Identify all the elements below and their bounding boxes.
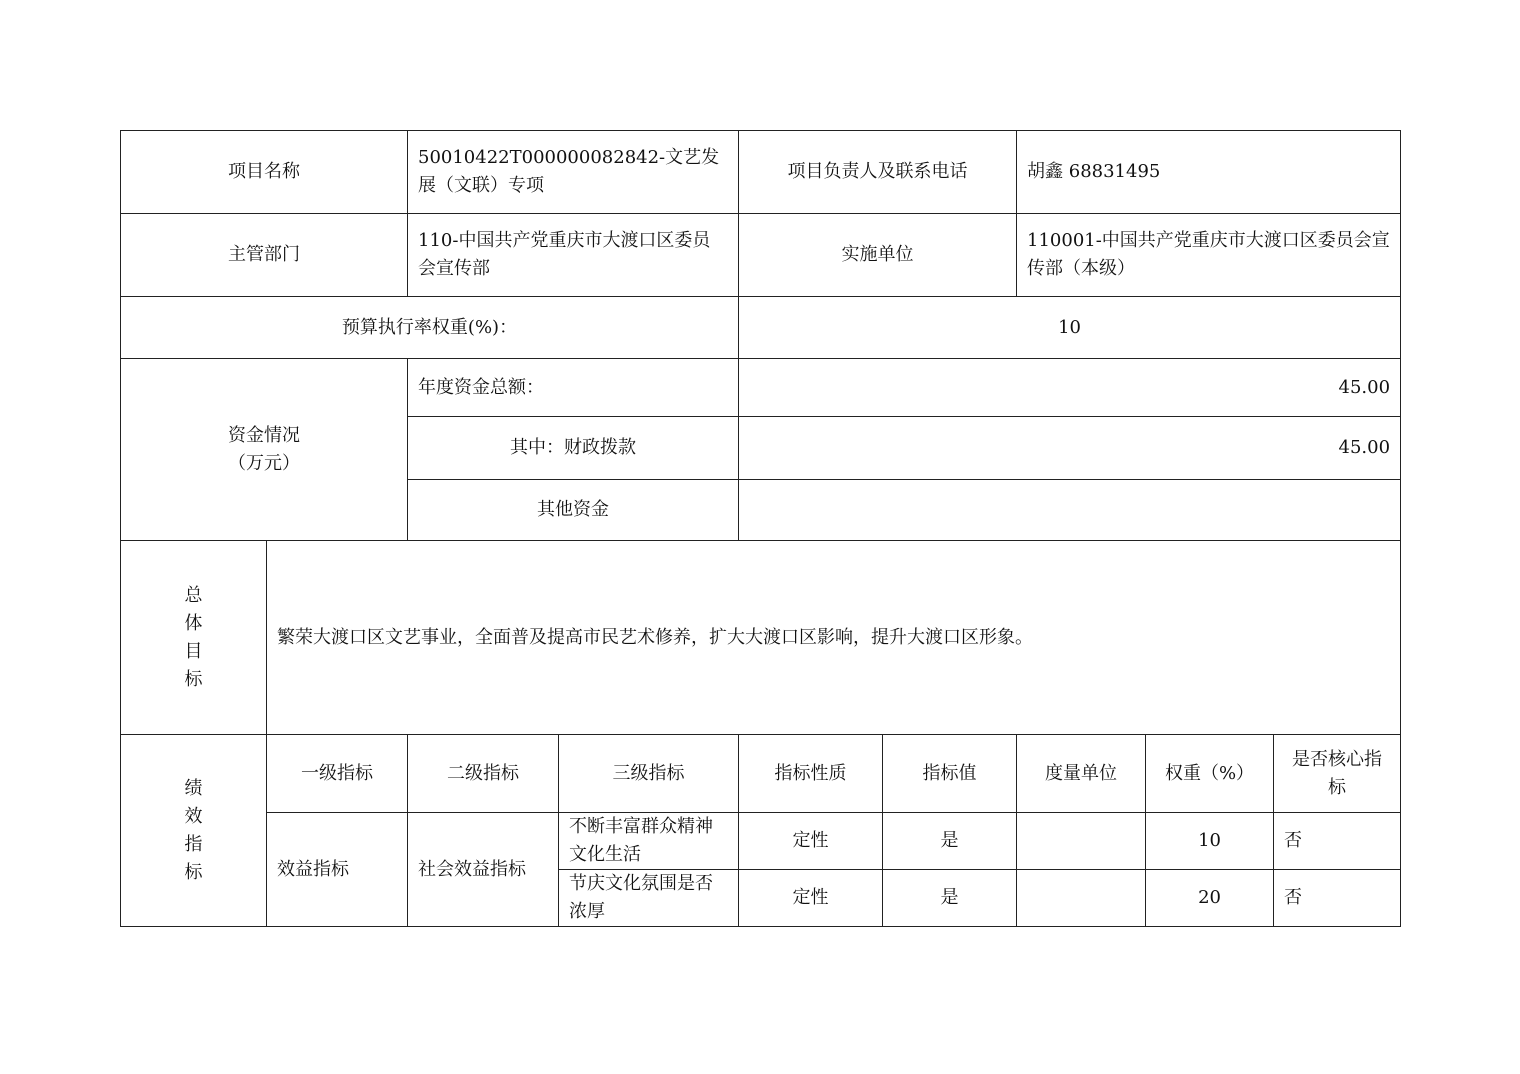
header-nature: 指标性质 [739,735,883,813]
funds-label-line2: （万元） [228,452,300,474]
perf-level3: 节庆文化氛围是否浓厚 [559,870,739,927]
funds-label [121,359,408,541]
perf-unit [1017,813,1146,870]
perf-level2: 社会效益指标 [408,813,559,927]
perf-value: 是 [883,813,1017,870]
other-funds-value [739,480,1401,541]
fiscal-value: 45.00 [739,417,1401,480]
perf-unit [1017,870,1146,927]
header-core: 是否核心指标 [1274,735,1401,813]
perf-weight: 10 [1146,813,1274,870]
row-budget-weight [121,297,1401,359]
goal-text: 繁荣大渡口区文艺事业，全面普及提高市民艺术修养，扩大大渡口区影响，提升大渡口区形象。 [267,541,1401,735]
header-weight: 权重（%） [1146,735,1274,813]
budget-weight-label: 预算执行率权重(%)： [121,297,739,359]
impl-value: 110001-中国共产党重庆市大渡口区委员会宣传部（本级） [1017,214,1401,297]
perf-core: 否 [1274,870,1401,927]
owner-value: 胡鑫 68831495 [1017,131,1401,214]
perf-label: 绩 效 指 标 [121,735,267,927]
row-project-name [121,131,1401,214]
perf-header-row [121,735,1401,813]
impl-label: 实施单位 [739,214,1017,297]
budget-weight-value: 10 [739,297,1401,359]
dept-value: 110-中国共产党重庆市大渡口区委员会宣传部 [408,214,739,297]
perf-weight: 20 [1146,870,1274,927]
perf-core: 否 [1274,813,1401,870]
fiscal-label: 其中：财政拨款 [408,417,739,480]
funds-label-line1: 资金情况 [228,424,300,446]
perf-row [121,813,1401,870]
header-level2: 二级指标 [408,735,559,813]
project-table [120,130,1401,927]
header-level3: 三级指标 [559,735,739,813]
project-name-label: 项目名称 [121,131,408,214]
perf-nature: 定性 [739,813,883,870]
perf-value: 是 [883,870,1017,927]
annual-total-value: 45.00 [739,359,1401,417]
row-annual-total [121,359,1401,417]
perf-nature: 定性 [739,870,883,927]
dept-label: 主管部门 [121,214,408,297]
row-overall-goal [121,541,1401,735]
header-value: 指标值 [883,735,1017,813]
row-dept [121,214,1401,297]
annual-total-label: 年度资金总额： [408,359,739,417]
other-funds-label: 其他资金 [408,480,739,541]
header-level1: 一级指标 [267,735,408,813]
perf-level1: 效益指标 [267,813,408,927]
owner-label: 项目负责人及联系电话 [739,131,1017,214]
perf-level3: 不断丰富群众精神文化生活 [559,813,739,870]
project-name-value: 50010422T000000082842-文艺发展（文联）专项 [408,131,739,214]
header-unit: 度量单位 [1017,735,1146,813]
performance-target-form [120,130,1400,927]
goal-label: 总 体 目 标 [121,541,267,735]
